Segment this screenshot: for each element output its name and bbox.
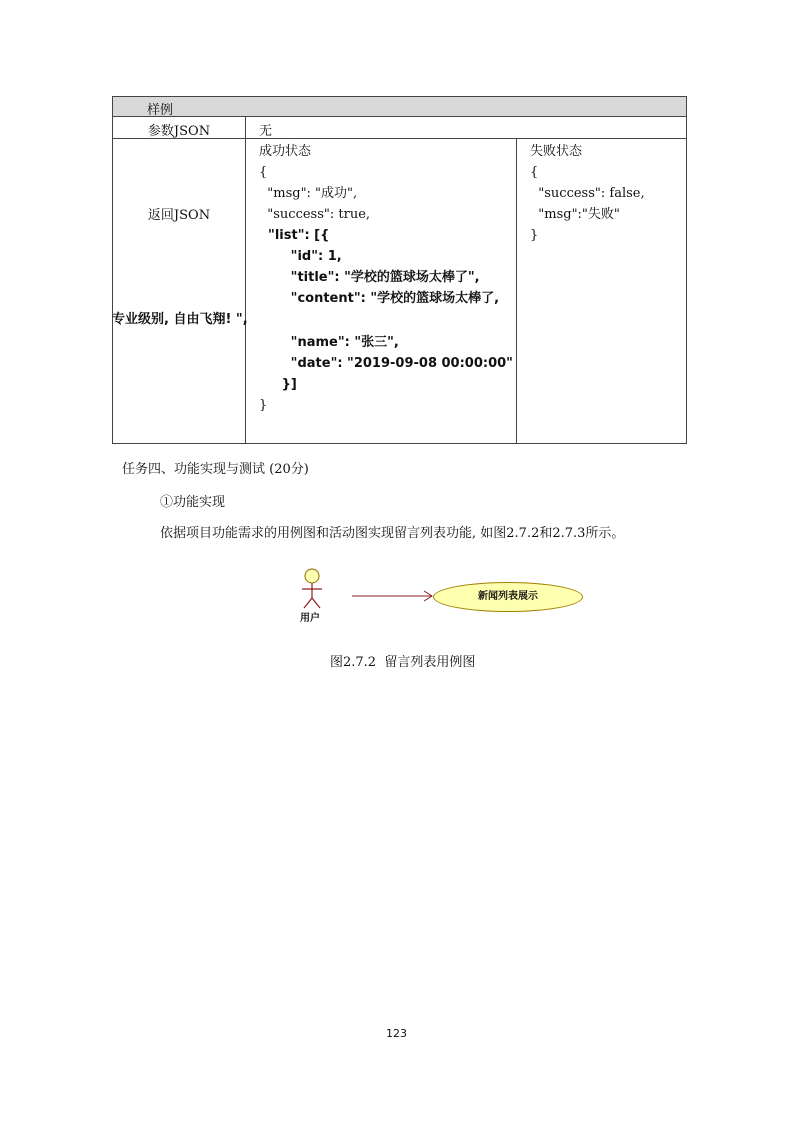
fail-line: "success": false, — [530, 186, 645, 201]
success-close: } — [259, 398, 268, 413]
return-label-cell — [113, 139, 246, 443]
fail-line: } — [530, 228, 539, 243]
figure-caption: 图2.7.2 留言列表用例图 — [330, 655, 476, 670]
api-table — [112, 96, 687, 444]
success-bold-line: "content": "学校的篮球场太棒了, — [259, 291, 500, 306]
usecase-ellipse — [433, 582, 583, 612]
params-label: 参数JSON — [147, 124, 211, 139]
success-title: 成功状态 — [259, 144, 312, 159]
section-heading: 任务四、功能实现与测试 (20分) — [122, 462, 309, 477]
table-header-row — [113, 97, 686, 117]
fail-title: 失败状态 — [530, 144, 583, 159]
association-arrow — [352, 591, 432, 601]
usecase-label: 新闻列表展示 — [478, 591, 538, 602]
success-line: { — [259, 165, 268, 180]
params-label-cell — [113, 117, 246, 138]
success-line: "msg": "成功", — [259, 186, 358, 201]
page-number: 123 — [386, 1027, 407, 1040]
subheading: ①功能实现 — [160, 495, 226, 510]
return-row — [113, 139, 686, 443]
success-bold-line: }] — [259, 377, 297, 392]
success-bold-line: "list": [{ — [259, 228, 330, 243]
fail-line: { — [530, 165, 539, 180]
table-header-label: 样例 — [147, 103, 174, 118]
paragraph: 依据项目功能需求的用例图和活动图实现留言列表功能, 如图2.7.2和2.7.3所示。 — [160, 526, 625, 541]
success-bold-line: "id": 1, — [259, 249, 342, 264]
success-line: "success": true, — [259, 207, 371, 222]
success-bold-line: 专业级别, 自由飞翔! ", — [112, 312, 248, 327]
actor-figure — [302, 569, 322, 608]
params-value-cell — [246, 117, 686, 138]
success-bold-line: "name": "张三", — [259, 335, 399, 350]
success-bold-line: "title": "学校的篮球场太棒了", — [259, 270, 480, 285]
return-label: 返回JSON — [147, 208, 211, 223]
params-value: 无 — [259, 124, 273, 139]
actor-label: 用户 — [300, 613, 320, 624]
fail-cell — [517, 139, 686, 443]
success-bold-line: "date": "2019-09-08 00:00:00" — [259, 356, 513, 371]
fail-line: "msg":"失败" — [530, 207, 620, 222]
params-row — [113, 117, 686, 139]
